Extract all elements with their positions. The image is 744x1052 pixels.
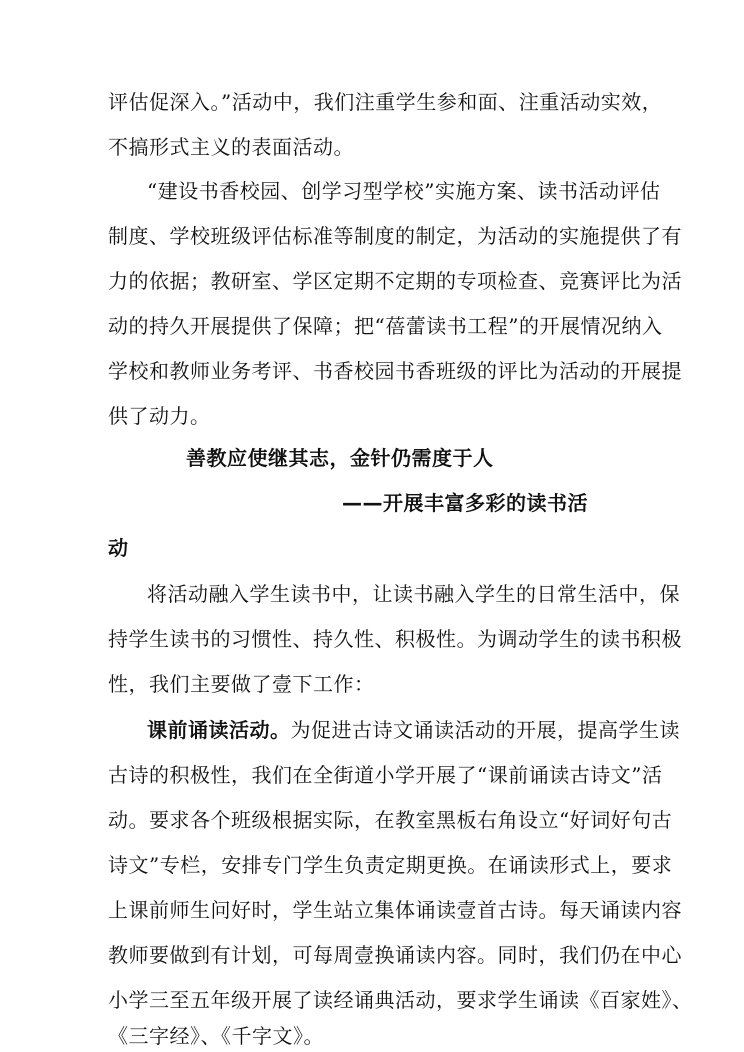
section-heading-subtitle-line-1: ——开展丰富多彩的读书活 bbox=[342, 491, 588, 515]
paragraph-4-line-6: 教师要做到有计划，可每周壹换诵读内容。同时，我们仍在中心 bbox=[108, 943, 682, 967]
paragraph-3-line-1: 将活动融入学生读书中，让读书融入学生的日常生活中，保 bbox=[147, 582, 680, 606]
paragraph-2-line-4: 动的持久开展提供了保障；把“蓓蕾读书工程”的开展情况纳入 bbox=[108, 314, 663, 338]
paragraph-4-line-2: 古诗的积极性，我们在全街道小学开展了“课前诵读古诗文”活 bbox=[108, 763, 663, 787]
paragraph-4-line-1 bbox=[147, 716, 680, 744]
paragraph-4-line-1-text: 为促进古诗文诵读活动的开展，提高学生读 bbox=[290, 718, 680, 742]
paragraph-3-line-2: 持学生读书的习惯性、持久性、积极性。为调动学生的读书积极 bbox=[108, 627, 682, 651]
paragraph-4-line-8: 《三字经》、《千字文》。 bbox=[108, 1024, 324, 1048]
paragraph-4-line-4: 诗文”专栏，安排专门学生负责定期更换。在诵读形式上，要求 bbox=[108, 853, 673, 877]
paragraph-1-line-1: 评估促深入。”活动中，我们注重学生参和面、注重活动实效， bbox=[108, 90, 663, 114]
section-heading-title: 善教应使继其志，金针仍需度于人 bbox=[186, 446, 494, 470]
paragraph-4-lead: 课前诵读活动。 bbox=[147, 718, 291, 742]
paragraph-2-line-5: 学校和教师业务考评、书香校园书香班级的评比为活动的开展提 bbox=[108, 359, 682, 383]
paragraph-4-line-5: 上课前师生问好时，学生站立集体诵读壹首古诗。每天诵读内容 bbox=[108, 898, 682, 922]
paragraph-4-line-3: 动。要求各个班级根据实际，在教室黑板右角设立“好词好句古 bbox=[108, 808, 673, 832]
paragraph-2-line-1: “建设书香校园、创学习型学校”实施方案、读书活动评估 bbox=[147, 179, 661, 203]
paragraph-2-line-2: 制度、学校班级评估标准等制度的制定，为活动的实施提供了有 bbox=[108, 224, 682, 248]
paragraph-2-line-6: 供了动力。 bbox=[108, 404, 211, 428]
paragraph-2-line-3: 力的依据；教研室、学区定期不定期的专项检查、竞赛评比为活 bbox=[108, 269, 682, 293]
paragraph-4-line-7: 小学三至五年级开展了读经诵典活动，要求学生诵读《百家姓》、 bbox=[108, 988, 693, 1012]
section-heading-subtitle-line-2: 动 bbox=[108, 536, 129, 560]
paragraph-1-line-2: 不搞形式主义的表面活动。 bbox=[108, 135, 354, 159]
paragraph-3-line-3: 性，我们主要做了壹下工作： bbox=[108, 672, 375, 696]
